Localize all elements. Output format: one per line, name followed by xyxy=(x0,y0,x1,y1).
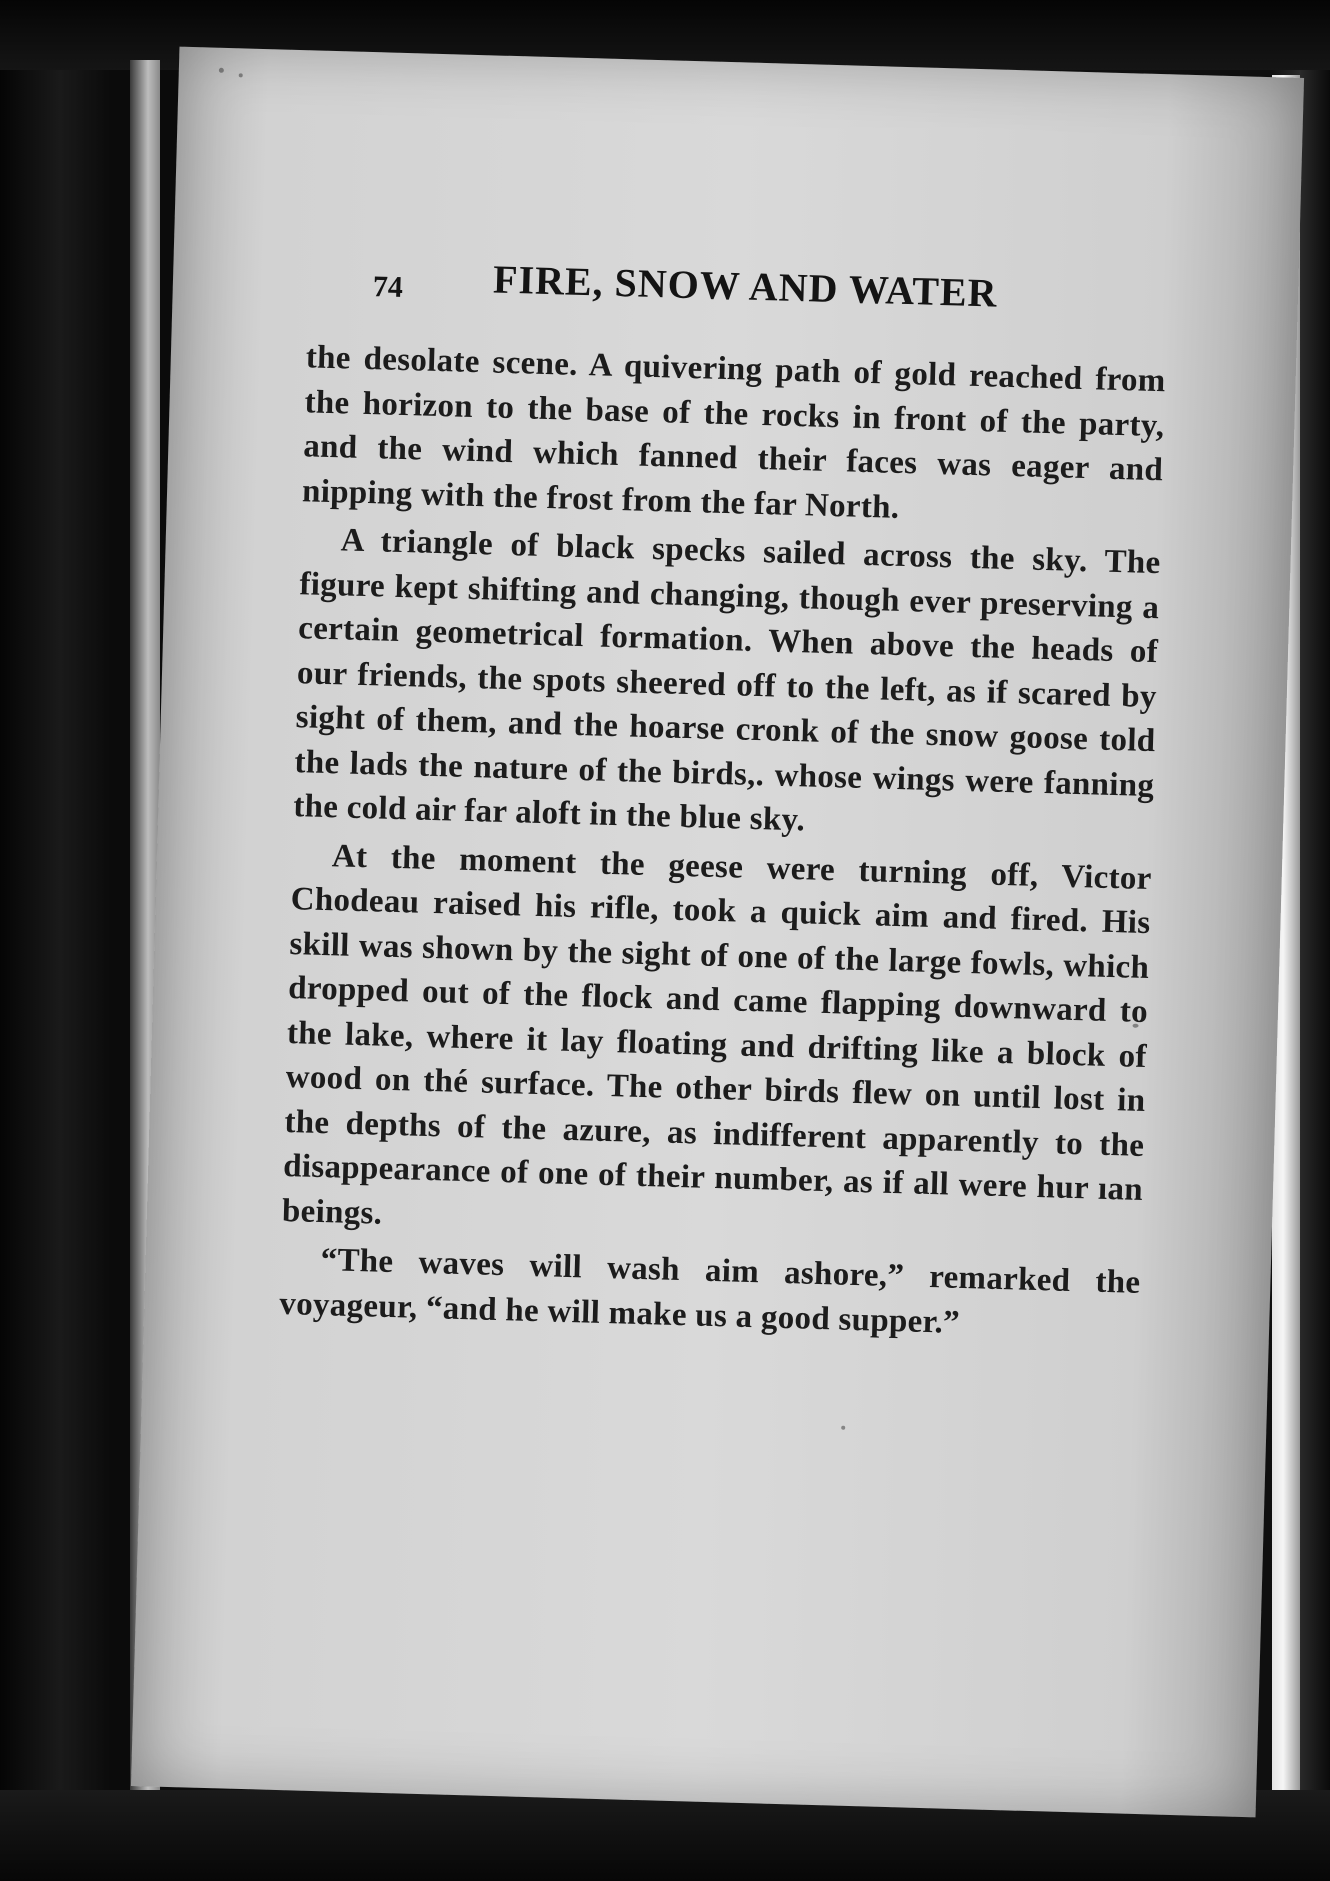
scan-speck xyxy=(219,68,224,73)
paragraph: At the moment the geese were turning off, Victor Chodeau raised his rifle, took a quick aim and fired. His skill was shown by the sight of one of the large fowls, which dropped out of the flock and came flapping downward to the lake, where it lay floating and drifting like a block of wood on thé surface. The other birds flew on until lost in the depths of the azure, as indifferent apparently to the disappearance of one of their number, as if all were hur ıan beings. xyxy=(281,837,1153,1232)
page-number: 74 xyxy=(372,270,404,304)
paragraph: the desolate scene. A quivering path of gold reached from the horizon to the base of the rocks in front of the party, and the wind which fanned their faces was eager and nipping with the frost from the far North. xyxy=(301,339,1167,526)
scan-speck xyxy=(239,73,243,77)
running-title: FIRE, SNOW AND WATER xyxy=(492,256,999,316)
paragraph: A triangle of black specks sailed across the sky. The figure kept shifting and changing, though ever preserving a certain geometrical formation. When above the heads of our friends, the spots sheered off to the left, as if scared by sight of them, and the hoarse cronk of the snow goose told the lads the nature of the birds,. whose wings were fanning the cold air far aloft in the blue sky. xyxy=(292,522,1161,839)
page-header xyxy=(372,252,1224,346)
body-text xyxy=(279,335,1166,1354)
paragraph: “The waves will wash aim ashore,” remarked the voyageur, “and he will make us a good supper.” xyxy=(278,1242,1141,1341)
scan-speck xyxy=(841,1426,845,1430)
book-page xyxy=(131,47,1304,1818)
